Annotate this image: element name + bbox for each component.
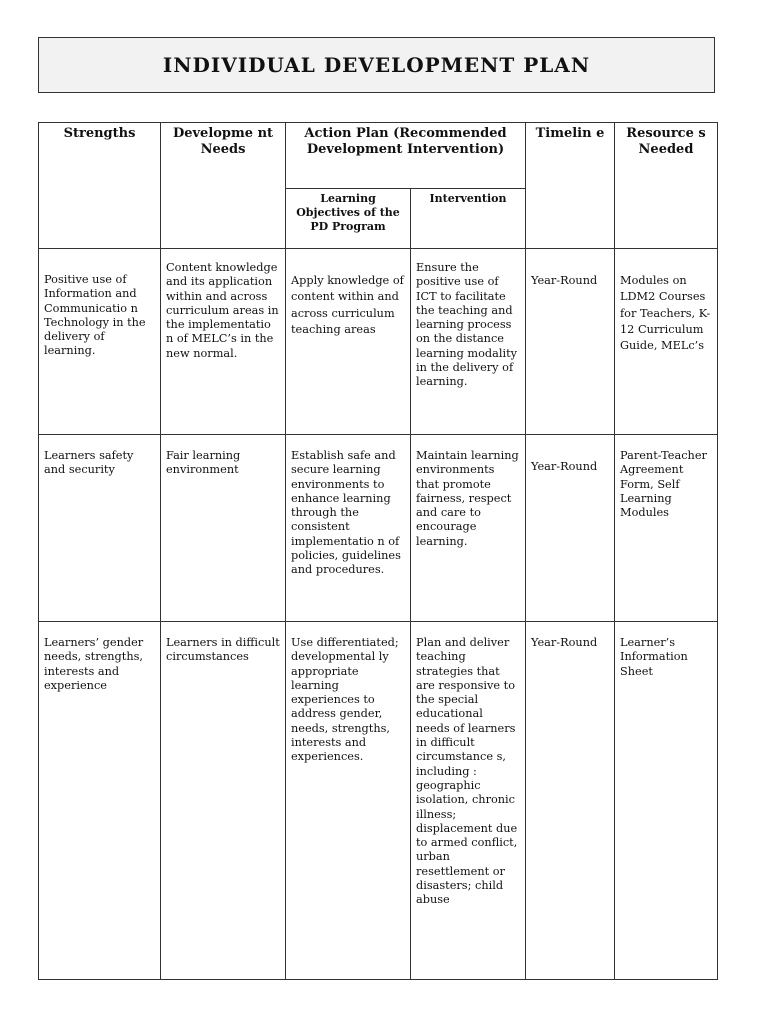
cell-intervention: Plan and deliver teaching strategies that are responsive to the special educational needs of learners in difficult circumstance s, including : geographic isolation, chronic illness; displacement due to armed conflict, urban resettlement or disasters; child abuse <box>411 622 526 980</box>
development-plan-table <box>38 122 718 980</box>
cell-intervention: Ensure the positive use of ICT to facilitate the teaching and learning process on the distance learning modality in the delivery of learning. <box>411 249 526 435</box>
header-learning-objectives: Learning Objectives of the PD Program <box>286 189 411 249</box>
table-row <box>39 435 718 622</box>
cell-resources: Parent-Teacher Agreement Form, Self Learning Modules <box>615 435 718 622</box>
header-resources-needed: Resource s Needed <box>615 123 718 249</box>
document-title: INDIVIDUAL DEVELOPMENT PLAN <box>162 53 591 77</box>
cell-resources: Learner’s Information Sheet <box>615 622 718 980</box>
header-strengths: Strengths <box>39 123 161 249</box>
cell-learning-objectives: Establish safe and secure learning environments to enhance learning through the consistent implementatio n of policies, guidelines and procedures. <box>286 435 411 622</box>
header-timeline: Timelin e <box>526 123 615 249</box>
header-action-plan: Action Plan (Recommended Development Intervention) <box>286 123 526 189</box>
cell-development-needs: Fair learning environment <box>161 435 286 622</box>
table-row <box>39 622 718 980</box>
cell-timeline: Year-Round <box>526 622 615 980</box>
header-development-needs: Developme nt Needs <box>161 123 286 249</box>
cell-intervention: Maintain learning environments that promote fairness, respect and care to encourage learning. <box>411 435 526 622</box>
title-box <box>38 37 715 93</box>
table-row <box>39 249 718 435</box>
cell-strengths: Learners safety and security <box>39 435 161 622</box>
cell-learning-objectives: Apply knowledge of content within and across curriculum teaching areas <box>286 249 411 435</box>
cell-learning-objectives: Use differentiated; developmental ly appropriate learning experiences to address gender, needs, strengths, interests and experiences. <box>286 622 411 980</box>
cell-development-needs: Learners in difficult circumstances <box>161 622 286 980</box>
cell-strengths: Positive use of Information and Communicatio n Technology in the delivery of learning. <box>39 249 161 435</box>
header-intervention: Intervention <box>411 189 526 249</box>
cell-resources: Modules on LDM2 Courses for Teachers, K-12 Curriculum Guide, MELc’s <box>615 249 718 435</box>
cell-strengths: Learners’ gender needs, strengths, interests and experience <box>39 622 161 980</box>
cell-timeline: Year-Round <box>526 249 615 435</box>
cell-development-needs: Content knowledge and its application within and across curriculum areas in the implementatio n of MELC’s in the new normal. <box>161 249 286 435</box>
cell-timeline: Year-Round <box>526 435 615 622</box>
